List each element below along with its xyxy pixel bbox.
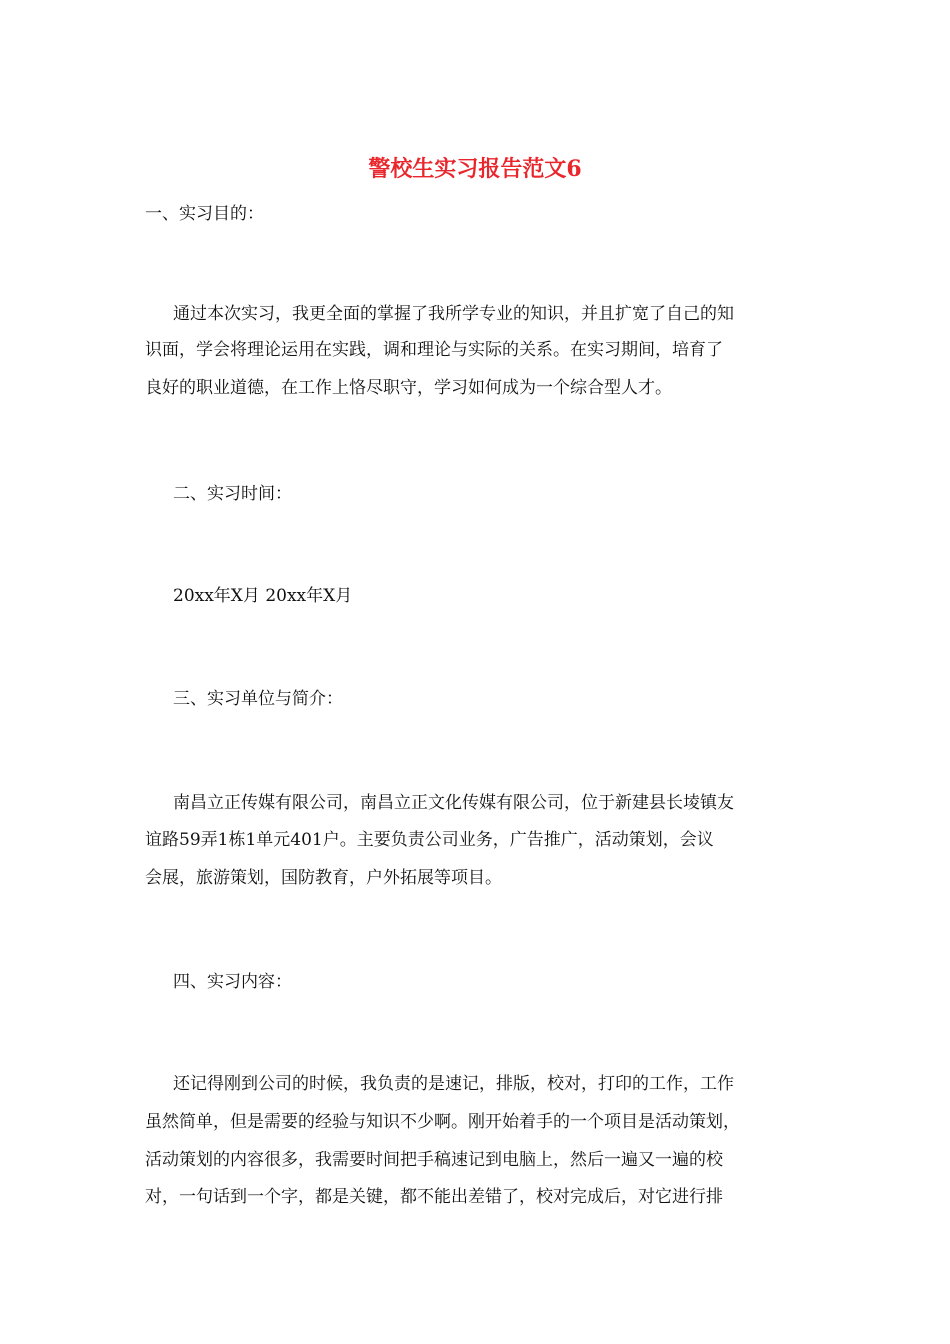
paragraph-line: 通过本次实习，我更全面的掌握了我所学专业的知识，并且扩宽了自己的知 <box>173 304 734 324</box>
paragraph-line: 识面，学会将理论运用在实践，调和理论与实际的关系。在实习期间，培育了 <box>145 340 723 360</box>
section-heading-company: 三、实习单位与简介： <box>173 689 343 709</box>
paragraph-line: 对，一句话到一个字，都是关键，都不能出差错了，校对完成后，对它进行排 <box>145 1187 723 1207</box>
paragraph-line: 南昌立正传媒有限公司，南昌立正文化传媒有限公司，位于新建县长堎镇友 <box>173 793 734 813</box>
paragraph-line: 活动策划的内容很多，我需要时间把手稿速记到电脑上，然后一遍又一遍的校 <box>145 1150 723 1170</box>
document-title: 警校生实习报告范文6 <box>368 156 582 182</box>
paragraph-line: 虽然简单，但是需要的经验与知识不少啊。刚开始着手的一个项目是活动策划， <box>145 1112 740 1132</box>
internship-period: 20xx年X月 20xx年X月 <box>173 586 353 606</box>
paragraph-line: 谊路59弄1栋1单元401户。主要负责公司业务，广告推广，活动策划，会议 <box>145 830 714 850</box>
paragraph-line: 还记得刚到公司的时候，我负责的是速记，排版，校对，打印的工作，工作 <box>173 1074 734 1094</box>
section-heading-purpose: 一、实习目的： <box>145 204 264 224</box>
paragraph-line: 会展，旅游策划，国防教育，户外拓展等项目。 <box>145 868 502 888</box>
section-heading-time: 二、实习时间： <box>173 484 292 504</box>
section-heading-content: 四、实习内容： <box>173 972 292 992</box>
paragraph-line: 良好的职业道德，在工作上恪尽职守，学习如何成为一个综合型人才。 <box>145 378 672 398</box>
